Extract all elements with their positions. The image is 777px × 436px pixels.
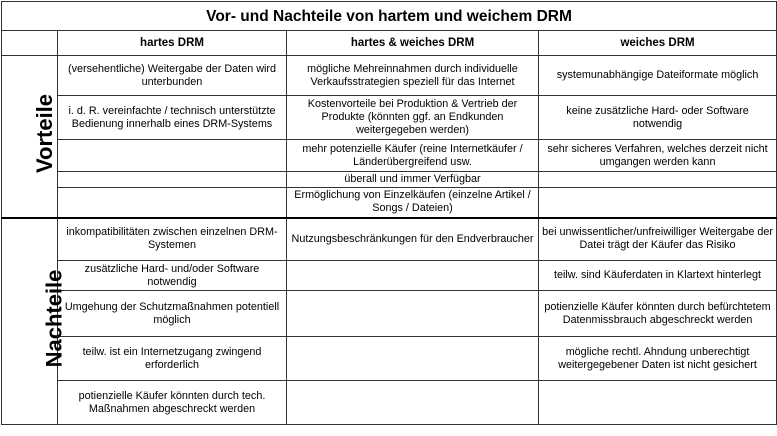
table-cell [287,261,539,291]
drm-comparison-table [1,1,777,425]
table-cell: teilw. sind Käuferdaten in Klartext hinterlegt [539,261,777,291]
section-label-nachteile: Nachteile [2,218,58,425]
column-header-beide: hartes & weiches DRM [287,31,539,56]
table-cell: systemunabhängige Dateiformate möglich [539,56,777,96]
table-cell: mögliche rechtl. Ahndung unberechtigt weitergegebener Daten ist nicht gesichert [539,337,777,381]
table-cell: inkompatibilitäten zwischen einzelnen DRM-Systemen [58,218,287,261]
column-header-weiches: weiches DRM [539,31,777,56]
table-row [2,218,777,261]
table-row [2,188,777,218]
table-cell: potienzielle Käufer könnten durch befürchtetem Datenmissbrauch abgeschreckt werden [539,291,777,337]
corner-cell [2,31,58,56]
table-cell [58,172,287,188]
table-cell: Ermöglichung von Einzelkäufen (einzelne Artikel / Songs / Dateien) [287,188,539,218]
table-cell: Umgehung der Schutzmaßnahmen potentiell möglich [58,291,287,337]
table-row [2,291,777,337]
table-cell [539,188,777,218]
table-row [2,337,777,381]
table-row [2,56,777,96]
table-title: Vor- und Nachteile von hartem und weichem DRM [2,2,777,31]
table-row [2,140,777,172]
table-cell [58,188,287,218]
table-cell [287,381,539,425]
table-cell: überall und immer Verfügbar [287,172,539,188]
table-cell: keine zusätzliche Hard- oder Software notwendig [539,96,777,140]
table-cell: mehr potenzielle Käufer (reine Internetkäufer / Länderübergreifend usw. [287,140,539,172]
table-cell: zusätzliche Hard- und/oder Software notwendig [58,261,287,291]
table-cell [539,172,777,188]
table-cell: bei unwissentlicher/unfreiwilliger Weitergabe der Datei trägt der Käufer das Risiko [539,218,777,261]
table-cell: teilw. ist ein Internetzugang zwingend erforderlich [58,337,287,381]
table-row [2,381,777,425]
table-cell: Nutzungsbeschränkungen für den Endverbraucher [287,218,539,261]
table-cell: i. d. R. vereinfachte / technisch unterstützte Bedienung innerhalb eines DRM-Systems [58,96,287,140]
table-cell: mögliche Mehreinnahmen durch individuelle Verkaufsstrategien speziell für das Internet [287,56,539,96]
table-cell: sehr sicheres Verfahren, welches derzeit nicht umgangen werden kann [539,140,777,172]
table-row [2,261,777,291]
table-cell: (versehentliche) Weitergabe der Daten wird unterbunden [58,56,287,96]
table-cell [287,337,539,381]
section-label-vorteile: Vorteile [2,56,58,218]
table-cell [539,381,777,425]
column-header-hartes: hartes DRM [58,31,287,56]
table-cell: potienzielle Käufer könnten durch tech. Maßnahmen abgeschreckt werden [58,381,287,425]
table-cell [287,291,539,337]
table-cell [58,140,287,172]
table-row [2,172,777,188]
table-cell: Kostenvorteile bei Produktion & Vertrieb der Produkte (könnten ggf. an Endkunden weitergegeben werden) [287,96,539,140]
table-row [2,96,777,140]
